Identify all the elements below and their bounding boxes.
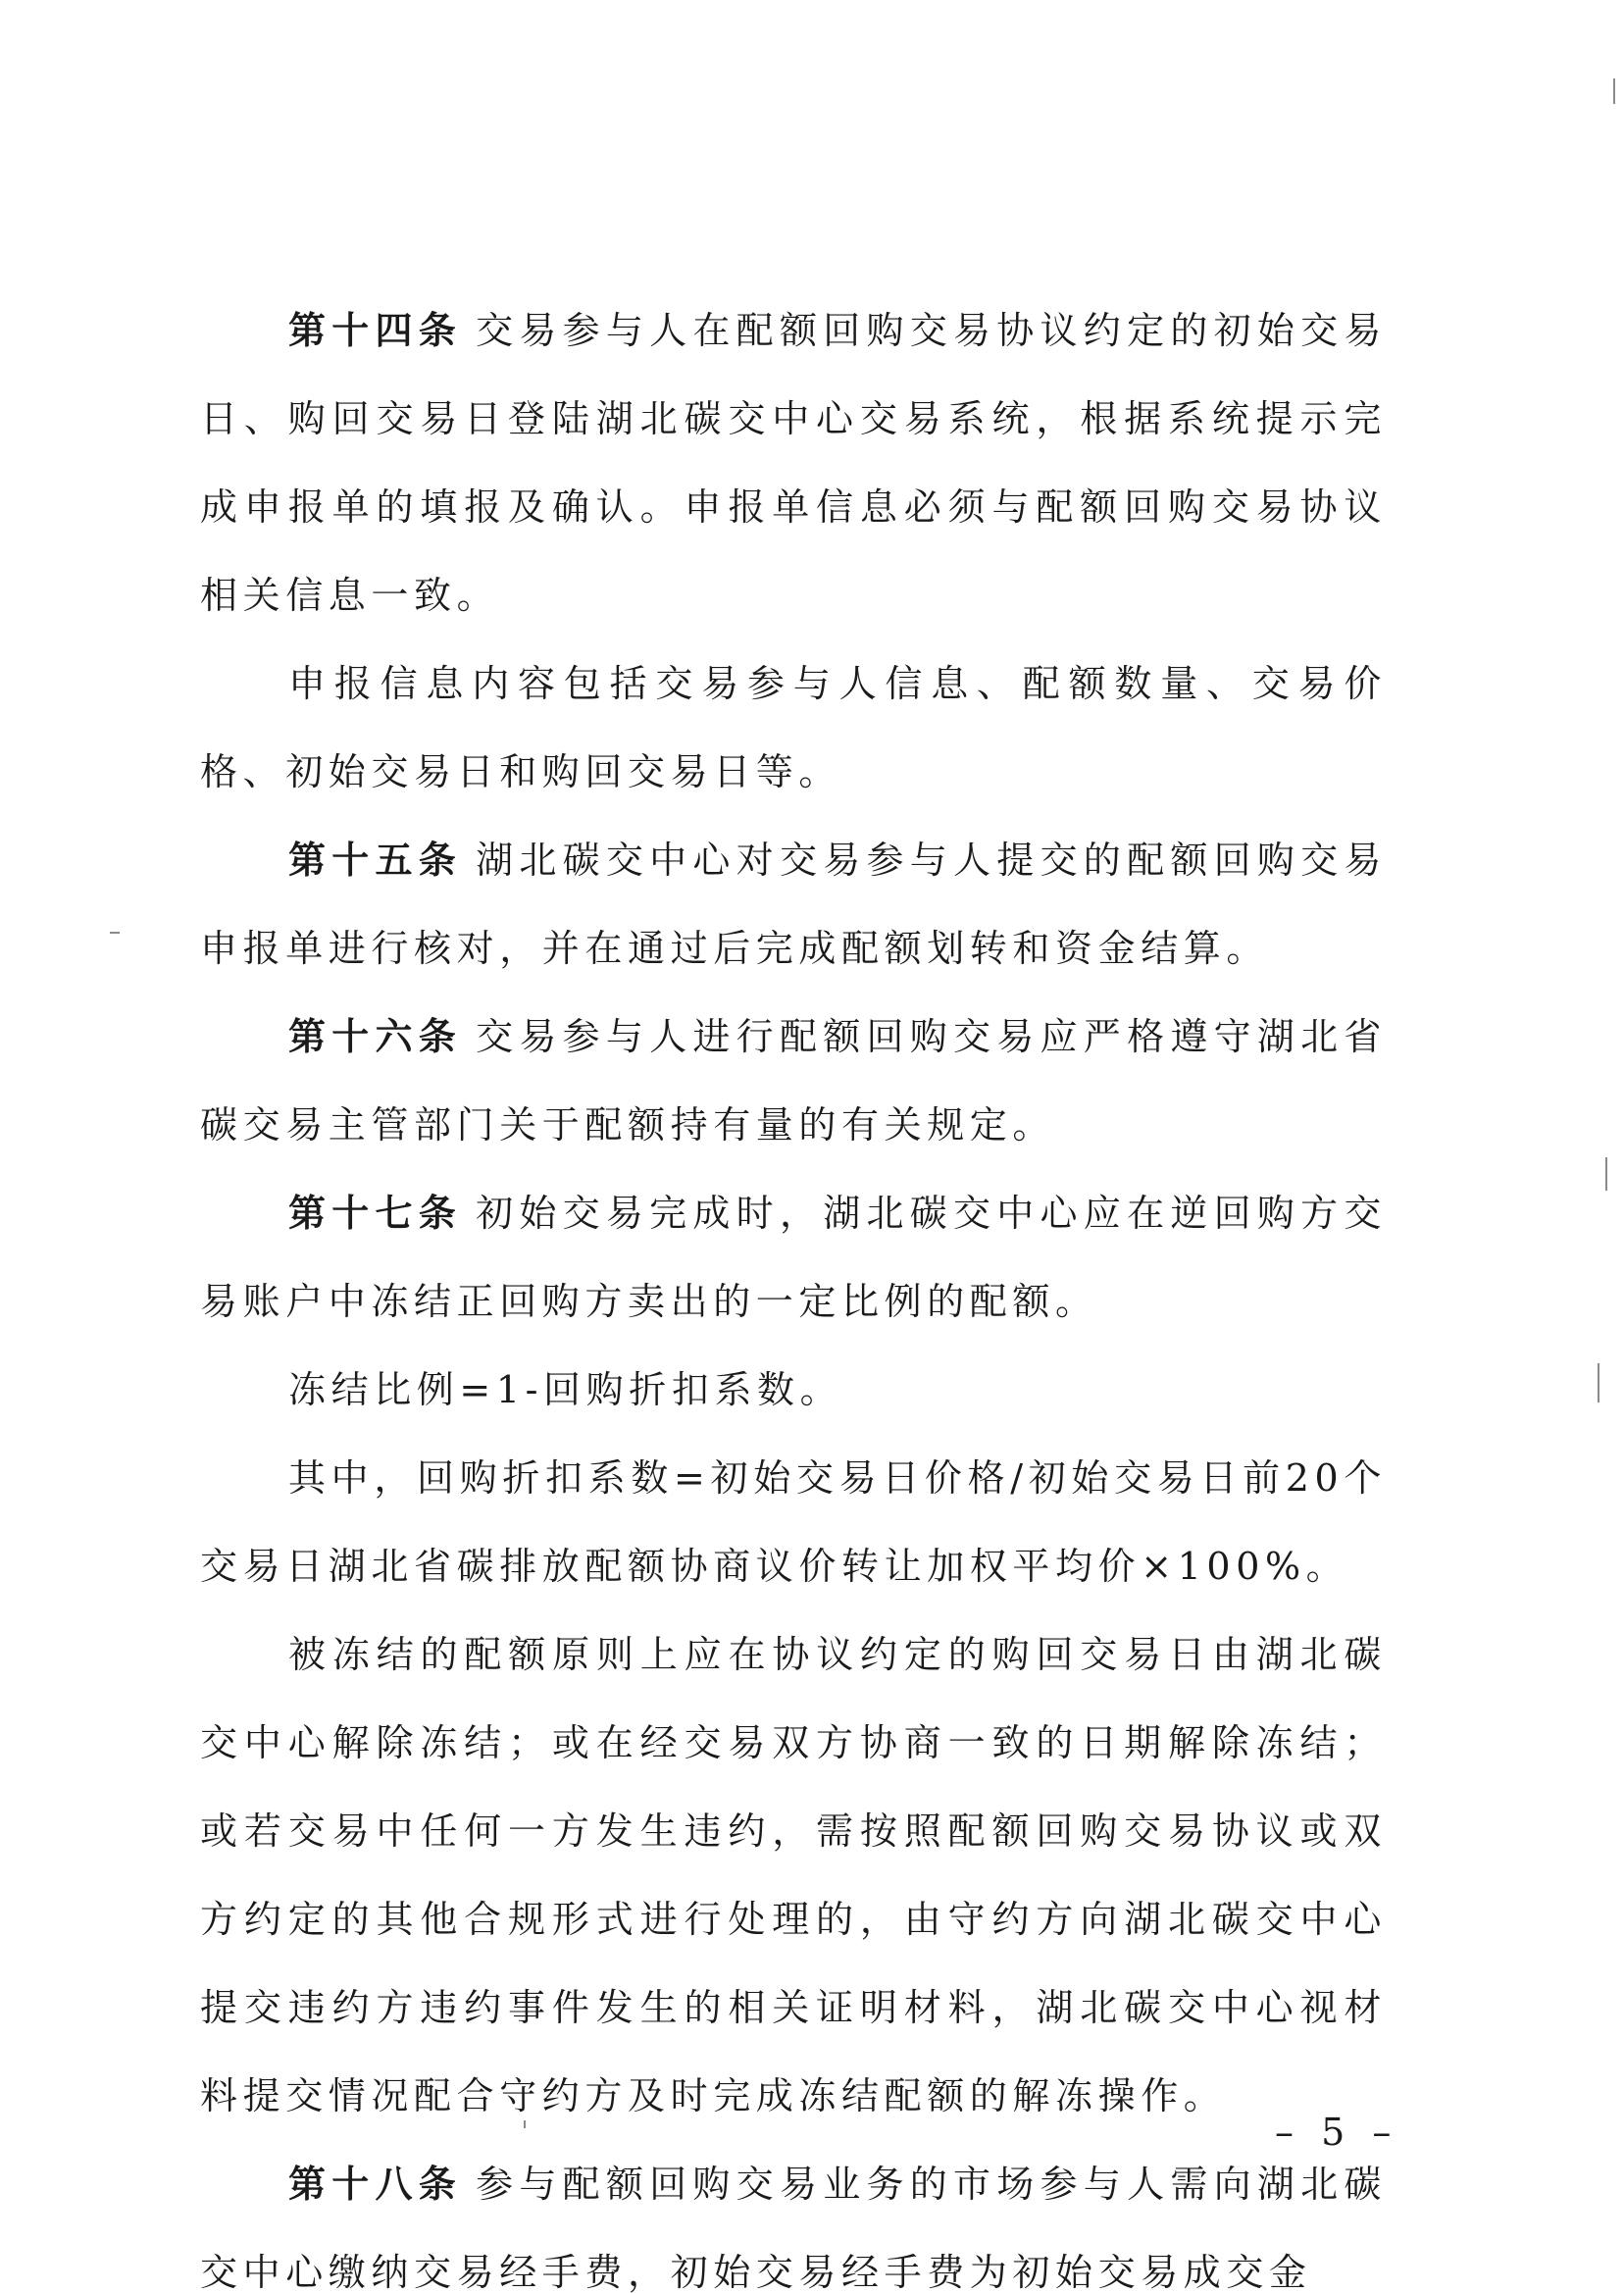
article-heading: 第十四条 [288,308,463,352]
paragraph-text: 初始交易完成时，湖北碳交中心应在逆回购方交易账户中冻结正回购方卖出的一定比例的配额。 [200,1192,1388,1323]
article-17-paragraph [200,1169,1387,1346]
freeze-ratio-paragraph [200,1346,1387,1434]
paragraph-text: 申报信息内容包括交易参与人信息、配额数量、交易价格、初始交易日和购回交易日等。 [200,662,1387,793]
page-number: – 5 – [1275,2111,1399,2154]
scan-speck [524,2120,526,2128]
declaration-info-paragraph [200,639,1387,816]
article-heading: 第十六条 [288,1014,463,1058]
article-heading: 第十五条 [288,838,463,882]
article-heading: 第十七条 [288,1191,463,1235]
paragraph-text: 湖北碳交中心对交易参与人提交的配额回购交易申报单进行核对，并在通过后完成配额划转和资金结算。 [200,839,1388,970]
document-body [200,286,1387,2293]
paragraph-text: 交易参与人在配额回购交易协议约定的初始交易日、购回交易日登陆湖北碳交中心交易系统，根据系统提示完成申报单的填报及确认。申报单信息必须与配额回购交易协议相关信息一致。 [200,309,1388,617]
paragraph-text: 冻结比例=1-回购折扣系数。 [288,1368,843,1411]
article-16-paragraph [200,993,1387,1169]
unfreeze-paragraph [200,1610,1387,2140]
scan-speck [1605,1157,1607,1191]
scan-speck [1598,1363,1599,1402]
paragraph-text: 交易参与人进行配额回购交易应严格遵守湖北省碳交易主管部门关于配额持有量的有关规定。 [200,1015,1388,1146]
article-18-paragraph [200,2140,1387,2293]
article-15-paragraph [200,816,1387,993]
paragraph-text: 被冻结的配额原则上应在协议约定的购回交易日由湖北碳交中心解除冻结；或在经交易双方协商一致的日期解除冻结；或若交易中任何一方发生违约，需按照配额回购交易协议或双方约定的其他合规形式进行处理的，由守约方向湖北碳交中心提交违约方违约事件发生的相关证明材料，湖北碳交中心视材料提交情况配合守约方及时完成冻结配额的解冻操作。 [200,1633,1387,2117]
scan-speck [110,932,120,934]
discount-factor-paragraph [200,1434,1387,1610]
article-14-paragraph [200,286,1387,639]
paragraph-text: 参与配额回购交易业务的市场参与人需向湖北碳交中心缴纳交易经手费，初始交易经手费为初始交易成交金 [200,2163,1388,2293]
article-heading: 第十八条 [288,2162,463,2206]
paragraph-text: 其中，回购折扣系数=初始交易日价格/初始交易日前20个交易日湖北省碳排放配额协商议价转让加权平均价×100%。 [200,1456,1387,1588]
scan-speck [1613,78,1615,104]
